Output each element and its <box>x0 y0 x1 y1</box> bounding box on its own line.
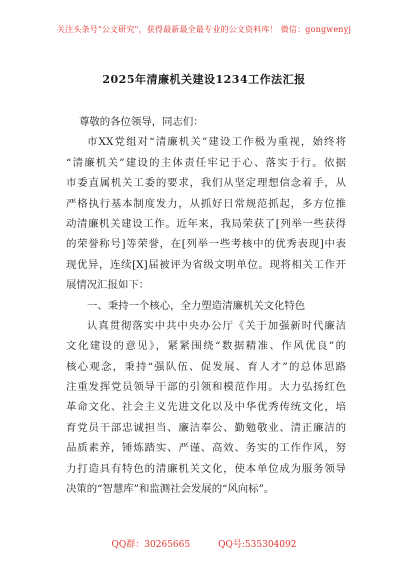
paragraph-line: 决策的“智慧库”和监测社会发展的“风向标”。 <box>66 483 275 496</box>
document-title: 2025年清廉机关建设1234工作法汇报 <box>102 73 306 86</box>
paragraph-line: 育党员干部忠诚担当、廉洁奉公、勤勉敬业、清正廉洁的 <box>66 421 346 434</box>
salutation: 尊敬的各位领导，同志们： <box>79 116 204 128</box>
paragraph-line: 的荣誉称号]等荣誉，在[列举一些考核中的优秀表现]中表 <box>66 238 346 251</box>
paragraph-line: 市XX党组对“清廉机关”建设工作极为重视，始终将 <box>87 136 346 149</box>
paragraph-line: “清廉机关”建设的主体责任牢记于心、落实于行。依据 <box>66 156 346 169</box>
paragraph-line: 动清廉机关建设工作。近年来，我局荣获了[列举一些获得 <box>66 217 346 230</box>
paragraph-line: 认真贯彻落实中共中央办公厅《关于加强新时代廉洁 <box>87 319 346 332</box>
paragraph-line: 力打造具有特色的清廉机关文化，使本单位成为服务领导 <box>66 462 346 475</box>
header-banner: 关注头条号"公文研究"，获得最新最全最专业的公文资料库！ 微信：gongwenyj <box>56 25 352 34</box>
paragraph-line: 革命文化、社会主义先进文化以及中华优秀传统文化，培 <box>66 401 346 414</box>
paragraph-line: 展情况汇报如下： <box>66 279 150 292</box>
paragraph-line: 注重发挥党员领导干部的引领和模范作用。大力弘扬红色 <box>66 381 346 394</box>
paragraph-line: 文化建设的意见》，紧紧围绕“数据精准、作风优良”的 <box>66 340 346 353</box>
paragraph-line: 品质素养，锤炼踏实、严谨、高效、务实的工作作风，努 <box>66 442 346 455</box>
qq-group: QQ群：30265665 <box>111 540 191 550</box>
qq-number: QQ号:535304092 <box>218 540 297 550</box>
paragraph-line: 核心观念，秉持“强队伍、促发展、育人才”的总体思路 <box>66 360 346 373</box>
footer-contact <box>0 537 408 550</box>
document-body <box>66 112 346 499</box>
intro-paragraph <box>66 132 346 295</box>
section-heading: 一、秉持一个核心，全力塑造清廉机关文化特色 <box>87 299 306 312</box>
paragraph-line: 市委直属机关工委的要求，我们从坚定理想信念着手，从 <box>66 177 346 190</box>
section-paragraph <box>66 316 346 500</box>
paragraph-line: 现优异，连续[X]届被评为省级文明单位。现将相关工作开 <box>66 258 346 271</box>
paragraph-line: 严格执行基本制度发力，从抓好日常规范抓起，多方位推 <box>66 197 346 210</box>
